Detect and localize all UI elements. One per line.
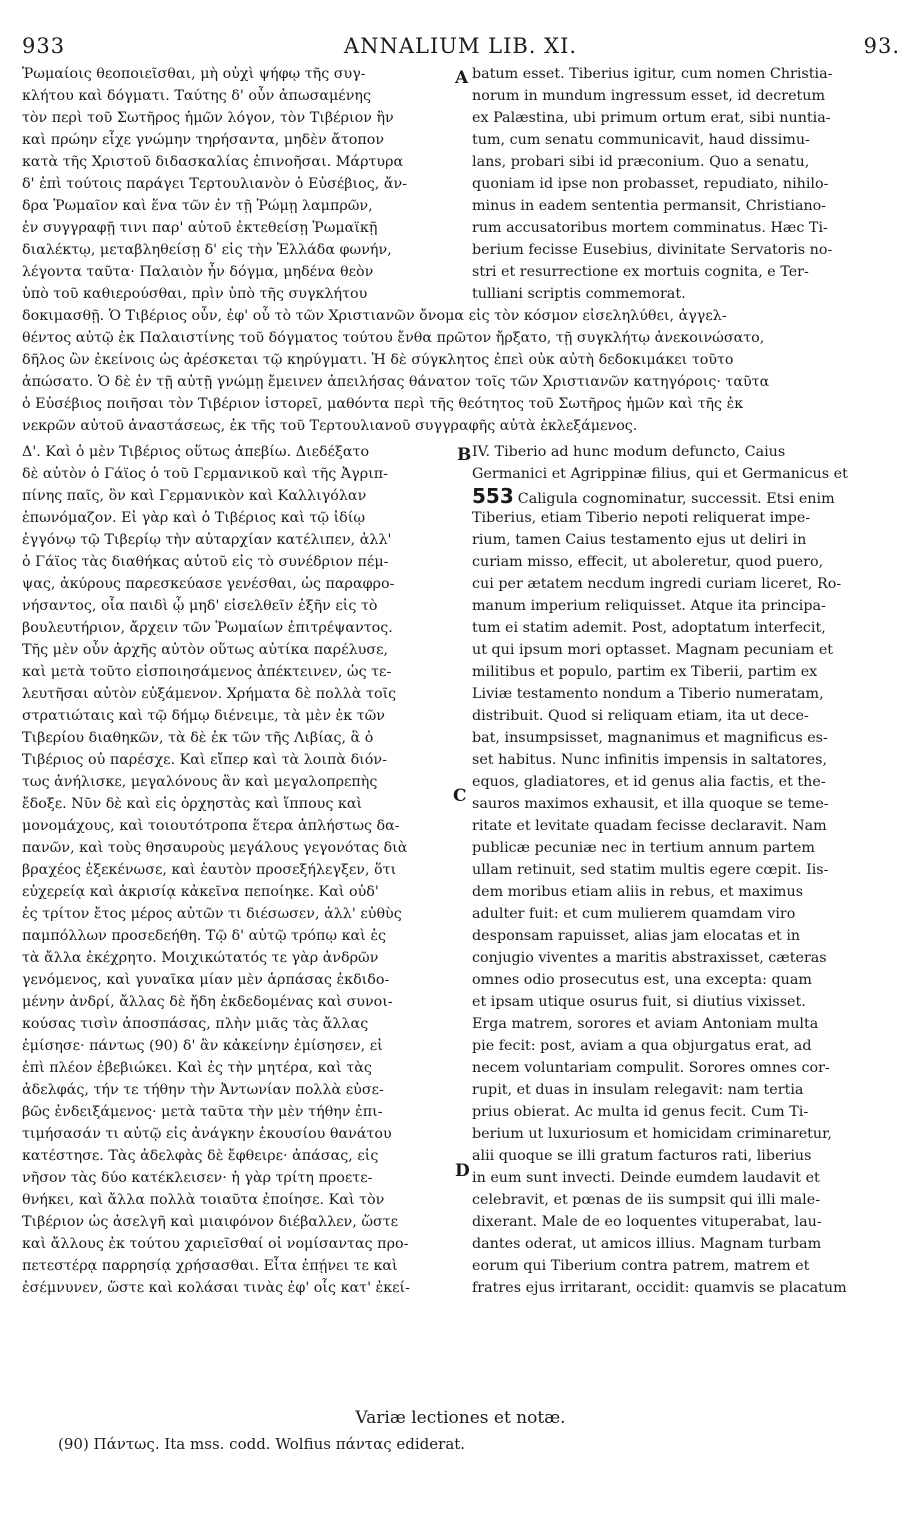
greek-text-line: πετεστέρᾳ παρρησίᾳ χρήσασθαι. Εἶτα ἐπῄνει τε καὶ: [22, 1258, 398, 1274]
greek-text-line: πανῶν, καὶ τοὺς θησαυροὺς μεγάλους γεγονότας διὰ: [22, 840, 408, 856]
latin-text-line: dixerant. Male de eo loquentes vituperabat, lau-: [472, 1214, 822, 1230]
greek-text-line: διαλέκτῳ, μεταβληθείσῃ δ' εἰς τὴν Ἑλλάδα φωνήν,: [22, 242, 392, 258]
latin-text-line: batum esset. Tiberius igitur, cum nomen Christia-: [472, 66, 833, 82]
greek-text-line: Τιβερίου διαθηκῶν, τὰ δὲ ἐκ τῶν τῆς Λιβίας, ἃ ὁ: [22, 730, 374, 746]
greek-text-line: τως ἀνήλισκε, μεγαλόνους ἂν καὶ μεγαλοπρεπὴς: [22, 774, 378, 790]
greek-text-line: τιμήσασάν τι αὐτῷ εἰς ἀνάγκην ἑκουσίου θανάτου: [22, 1126, 392, 1142]
latin-text-line: publicæ pecuniæ nec in tertium annum partem: [472, 840, 815, 856]
latin-text-line: alii quoque se illi gratum facturos rati, liberius: [472, 1148, 812, 1164]
greek-column-bottom: [22, 441, 452, 1299]
latin-text-line: minus in eadem sententia permansit, Christiano-: [472, 198, 827, 214]
note-90: (90) Πάντως. Ita mss. codd. Wolfius πάντας ediderat.: [58, 1435, 466, 1453]
greek-text-line: ἔδοξε. Νῦν δὲ καὶ εἰς ὀρχηστὰς καὶ ἵππους καὶ: [22, 796, 363, 812]
latin-text-line: curiam misso, effecit, ut aboleretur, quod puero,: [472, 554, 824, 570]
greek-text-line: ἐς τρίτον ἔτος μέρος αὐτῶν τι διέσωσεν, ἀλλ' εὐθὺς: [22, 906, 402, 922]
latin-text-line: dem moribus etiam aliis in rebus, et maximus: [472, 884, 804, 900]
greek-text-line: ἐσέμνυνεν, ὥστε καὶ κολάσαι τινὰς ἐφ' οἷς κατ' ἐκεί-: [22, 1280, 410, 1296]
latin-text-line: set habitus. Nunc infinitis impensis in saltatores,: [472, 752, 827, 768]
latin-text-line: conjugio viventes a maritis abstraxisset, cæteras: [472, 950, 827, 966]
latin-column-top: [472, 63, 900, 305]
greek-text-line: δῆλος ὢν ἐκείνοις ὡς ἀρέσκεται τῷ κηρύγματι. Ἡ δὲ σύγκλητος ἐπεὶ οὐκ αὐτὴ δεδοκιμάκει τοῦτο: [22, 352, 734, 368]
latin-text-line: pie fecit: post, aviam a qua objurgatus erat, ad: [472, 1038, 812, 1054]
greek-column-top: [22, 63, 452, 305]
latin-text-line: bat, insumpsisset, magnanimus et magnificus es-: [472, 730, 828, 746]
greek-text-line: ψας, ἀκύρους παρεσκεύασε γενέσθαι, ὡς παραφρο-: [22, 576, 395, 592]
latin-text-line: prius obierat. Ac multa id genus fecit. Cum Ti-: [472, 1104, 809, 1120]
greek-text-line: καὶ ἄλλους ἐκ τούτου χαριεῖσθαί οἱ νομίσαντας προ-: [22, 1236, 409, 1252]
latin-text-line: tulliani scriptis commemorat.: [472, 286, 686, 302]
greek-text-line: δὲ αὐτὸν ὁ Γάϊος ὁ τοῦ Γερμανικοῦ καὶ τῆς Ἀγριπ-: [22, 466, 388, 482]
running-title: ANNALIUM LIB. XI.: [343, 34, 578, 58]
greek-text-line: νήσαντος, οἷα παιδὶ ᾧ μηδ' εἰσελθεῖν ἐξῆν εἰς τὸ: [22, 598, 378, 614]
greek-text-line: δοκιμασθῇ. Ὁ Τιβέριος οὖν, ἐφ' οὗ τὸ τῶν Χριστιανῶν ὄνομα εἰς τὸν κόσμον εἰσεληλύθει, ἀγγελ-: [22, 308, 727, 324]
latin-text-line: adulter fuit: et cum mulierem quamdam viro: [472, 906, 796, 922]
latin-text-line: ex Palæstina, ubi primum ortum erat, sibi nuntia-: [472, 110, 831, 126]
greek-text-line: γενόμενος, καὶ γυναῖκα μίαν μὲν ἁρπάσας ἐκδιδο-: [22, 972, 390, 988]
greek-text-line: ὁ Εὐσέβιος ποιῆσαι τὸν Τιβέριον ἱστορεῖ, μαθόντα περὶ τῆς θεότητος τοῦ Σωτῆρος ἡμῶν καὶ τῆς ἐκ: [22, 396, 744, 412]
greek-text-line: βῶς ἐνδειξάμενος· μετὰ ταῦτα τὴν μὲν τήθην ἐπι-: [22, 1104, 383, 1120]
greek-text-line: λευτῆσαι αὐτὸν εὐξάμενον. Χρήματα δὲ πολλὰ τοῖς: [22, 686, 397, 702]
latin-text-line: dantes oderat, ut amicos illius. Magnam turbam: [472, 1236, 822, 1252]
margin-marker-a: A: [455, 68, 469, 88]
latin-text-line: ritate et levitate quadam fecisse declaravit. Nam: [472, 818, 827, 834]
greek-text-line: κατὰ τῆς Χριστοῦ διδασκαλίας ἐπινοῆσαι. Μάρτυρα: [22, 154, 404, 170]
greek-text-line: ἀδελφάς, τήν τε τήθην τὴν Ἀντωνίαν πολλὰ εὐσε-: [22, 1082, 384, 1098]
greek-text-line: Τῆς μὲν οὖν ἀρχῆς αὐτὸν οὕτως αὐτίκα παρέλυσε,: [22, 642, 389, 658]
margin-marker-b: B: [457, 445, 472, 465]
greek-text-line: λέγοντα ταῦτα· Παλαιὸν ἦν δόγμα, μηδένα θεὸν: [22, 264, 374, 280]
latin-text-line: ut qui ipsum mori optasset. Magnam pecuniam et: [472, 642, 834, 658]
greek-text-line: ἐγγόνῳ τῷ Τιβερίῳ τὴν αὐταρχίαν κατέλιπεν, ἀλλ': [22, 532, 392, 548]
notes-title: Variæ lectiones et notæ.: [355, 1408, 566, 1428]
latin-text-line: rium, tamen Caius testamento ejus ut deliri in: [472, 532, 807, 548]
greek-text-line: ἐπωνόμαζον. Εἰ γὰρ καὶ ὁ Τιβέριος καὶ τῷ ἰδίῳ: [22, 510, 366, 526]
margin-marker-d: D: [455, 1161, 470, 1181]
latin-text-line: norum in mundum ingressum esset, id decretum: [472, 88, 826, 104]
latin-text-line: necem voluntariam compulit. Sorores omnes cor-: [472, 1060, 830, 1076]
latin-text-line: eorum qui Tiberium contra patrem, matrem et: [472, 1258, 810, 1274]
greek-text-line: βουλευτήριον, ἄρχειν τῶν Ῥωμαίων ἐπιτρέψαντος.: [22, 620, 393, 636]
greek-text-line: Δ'. Καὶ ὁ μὲν Τιβέριος οὕτως ἀπεβίω. Διεδέξατο: [22, 444, 370, 460]
greek-text-line: Ῥωμαίοις θεοποιεῖσθαι, μὴ οὐχὶ ψήφῳ τῆς συγ-: [22, 66, 366, 82]
greek-text-line: στρατιώταις καὶ τῷ δήμῳ διένειμε, τὰ μὲν ἐκ τῶν: [22, 708, 385, 724]
greek-text-line: παμπόλλων προσεδεήθη. Τῷ δ' αὐτῷ τρόπῳ καὶ ἐς: [22, 928, 386, 944]
latin-text-line: quoniam id ipse non probasset, repudiato, nihilo-: [472, 176, 829, 192]
greek-text-line: καὶ μετὰ τοῦτο εἰσποιησάμενος ἀπέκτεινεν, ὡς τε-: [22, 664, 392, 680]
latin-text-line: celebravit, et pœnas de iis sumpsit qui illi male-: [472, 1192, 821, 1208]
greek-text-line: νεκρῶν αὐτοῦ ἀναστάσεως, ἐκ τῆς τοῦ Τερτουλιανοῦ συγγραφῆς αὐτὰ ἐκλεξάμενος.: [22, 418, 638, 434]
latin-text-line: berium ut luxuriosum et homicidam criminaretur,: [472, 1126, 832, 1142]
greek-text-line: τὸν περὶ τοῦ Σωτῆρος ἡμῶν λόγον, τὸν Τιβέριον ἣν: [22, 110, 394, 126]
latin-text-line: berium fecisse Eusebius, divinitate Servatoris no-: [472, 242, 833, 258]
greek-text-line: ἐπὶ πλέον ἐβεβιώκει. Καὶ ἐς τὴν μητέρα, καὶ τὰς: [22, 1060, 372, 1076]
latin-text-line: cui per ætatem necdum ingredi curiam liceret, Ro-: [472, 576, 842, 592]
latin-text-line: manum imperium reliquisset. Atque ita principa-: [472, 598, 826, 614]
greek-text-line: καὶ πρώην εἶχε γνώμην τηρήσαντα, μηδὲν ἄτοπον: [22, 132, 385, 148]
greek-text-line: Τιβέριον ὡς ἀσελγῆ καὶ μιαιφόνον διέβαλλεν, ὥστε: [22, 1214, 399, 1230]
greek-text-line: δρα Ῥωμαῖον καὶ ἕνα τῶν ἐν τῇ Ῥώμῃ λαμπρῶν,: [22, 198, 373, 214]
greek-text-line: τὰ ἄλλα ἐκέχρητο. Μοιχικώτατός τε γὰρ ἀνδρῶν: [22, 950, 379, 966]
latin-text-line: Germanici et Agrippinæ filius, qui et Germanicus et: [472, 466, 848, 482]
greek-text-line: νῆσον τὰς δύο κατέκλεισεν· ἡ γὰρ τρίτη προετε-: [22, 1170, 373, 1186]
latin-text-line: equos, gladiatores, et id genus alia factis, et the-: [472, 774, 826, 790]
greek-text-line: ὁ Γάϊος τὰς διαθήκας αὐτοῦ εἰς τὸ συνέδριον πέμ-: [22, 554, 389, 570]
latin-text-line: omnes odio prosecutus est, una excepta: quam: [472, 972, 812, 988]
greek-text-line: κλήτου καὶ δόγματι. Ταύτης δ' οὖν ἀπωσαμένης: [22, 88, 371, 104]
latin-text-line: Erga matrem, sorores et aviam Antoniam multa: [472, 1016, 819, 1032]
page-number-right: 93.: [863, 34, 900, 58]
greek-text-line: βραχέος ἐξεκένωσε, καὶ ἑαυτὸν προσεξήλεγξεν, ὅτι: [22, 862, 397, 878]
latin-text-line: 553 Caligula cognominatur, successit. Etsi enim: [472, 485, 835, 507]
greek-text-line: πίνης παῖς, ὃν καὶ Γερμανικὸν καὶ Καλλιγόλαν: [22, 488, 367, 504]
greek-text-line: ὑπὸ τοῦ καθιερούσθαι, πρὶν ὑπὸ τῆς συγκλήτου: [22, 286, 368, 302]
greek-text-line: δ' ἐπὶ τούτοις παράγει Τερτουλιανὸν ὁ Εὐσέβιος, ἄν-: [22, 176, 408, 192]
latin-text-line: militibus et populo, partim ex Tiberii, partim ex: [472, 664, 818, 680]
latin-text-line: sauros maximos exhausit, et illa quoque se teme-: [472, 796, 829, 812]
latin-text-line: lans, probari sibi id præconium. Quo a senatu,: [472, 154, 810, 170]
greek-text-line: ἐν συγγραφῇ τινι παρ' αὐτοῦ ἐκτεθείσῃ Ῥωμαϊκῇ: [22, 220, 378, 236]
latin-text-line: rupit, et duas in insulam relegavit: nam tertia: [472, 1082, 804, 1098]
latin-text-line: ullam retinuit, sed statim multis egere cœpit. Iis-: [472, 862, 829, 878]
latin-text-line: in eum sunt invecti. Deinde eumdem laudavit et: [472, 1170, 820, 1186]
latin-text-line: tum, cum senatu communicavit, haud dissimu-: [472, 132, 810, 148]
page-number-left: 933: [22, 34, 66, 58]
greek-text-line: μονομάχους, καὶ τοιουτότροπα ἕτερα ἀπλήστως δα-: [22, 818, 400, 834]
greek-full-width-block: [22, 305, 900, 437]
latin-text-line: desponsam rapuisset, alias jam elocatas et in: [472, 928, 801, 944]
latin-text-line: fratres ejus irritarant, occidit: quamvis se placatum: [472, 1280, 847, 1296]
latin-text-line: IV. Tiberio ad hunc modum defuncto, Caius: [472, 444, 786, 460]
margin-marker-c: C: [453, 786, 467, 806]
latin-column-bottom: [472, 441, 900, 1299]
latin-text-line: rum accusatoribus mortem comminatus. Hæc Ti-: [472, 220, 828, 236]
greek-text-line: κούσας τισὶν ἀποσπάσας, πλὴν μιᾶς τὰς ἄλλας: [22, 1016, 369, 1032]
greek-text-line: θνήκει, καὶ ἄλλα πολλὰ τοιαῦτα ἐποίησε. Καὶ τὸν: [22, 1192, 385, 1208]
latin-text-line: Liviæ testamento nondum a Tiberio numeratam,: [472, 686, 824, 702]
greek-text-line: εὐχερείᾳ καὶ ἀκρισίᾳ κἀκεῖνα πεποίηκε. Καὶ οὐδ': [22, 884, 379, 900]
greek-text-line: Τιβέριος οὐ παρέσχε. Καὶ εἴπερ καὶ τὰ λοιπὰ διόν-: [22, 752, 387, 768]
latin-text-line: distribuit. Quod si reliquam etiam, ita ut dece-: [472, 708, 809, 724]
latin-text-line: et ipsam utique osurus fuit, si diutius vixisset.: [472, 994, 806, 1010]
greek-text-line: θέντος αὐτῷ ἐκ Παλαιστίνης τοῦ δόγματος τούτου ἔνθα πρῶτον ἤρξατο, τῇ συγκλήτῳ ἀνεκοινώσατο,: [22, 330, 765, 346]
greek-text-line: ἀπώσατο. Ὁ δὲ ἐν τῇ αὐτῇ γνώμῃ ἔμεινεν ἀπειλήσας θάνατον τοῖς τῶν Χριστιανῶν κατηγόροις· ταῦτα: [22, 374, 770, 390]
latin-text-line: stri et resurrectione ex mortuis cognita, e Ter-: [472, 264, 809, 280]
greek-text-line: μένην ἀνδρί, ἄλλας δὲ ἤδη ἐκδεδομένας καὶ συνοι-: [22, 994, 393, 1010]
greek-text-line: ἐμίσησε· πάντως (90) δ' ἂν κἀκείνην ἐμίσησεν, εἰ: [22, 1038, 383, 1054]
latin-text-line: Tiberius, etiam Tiberio nepoti reliquerat impe-: [472, 510, 811, 526]
margin-number-badge: 553: [472, 485, 514, 507]
latin-text-line: tum ei statim ademit. Post, adoptatum interfecit,: [472, 620, 826, 636]
greek-text-line: κατέστησε. Τὰς ἀδελφὰς δὲ ἔφθειρε· ἁπάσας, εἰς: [22, 1148, 379, 1164]
